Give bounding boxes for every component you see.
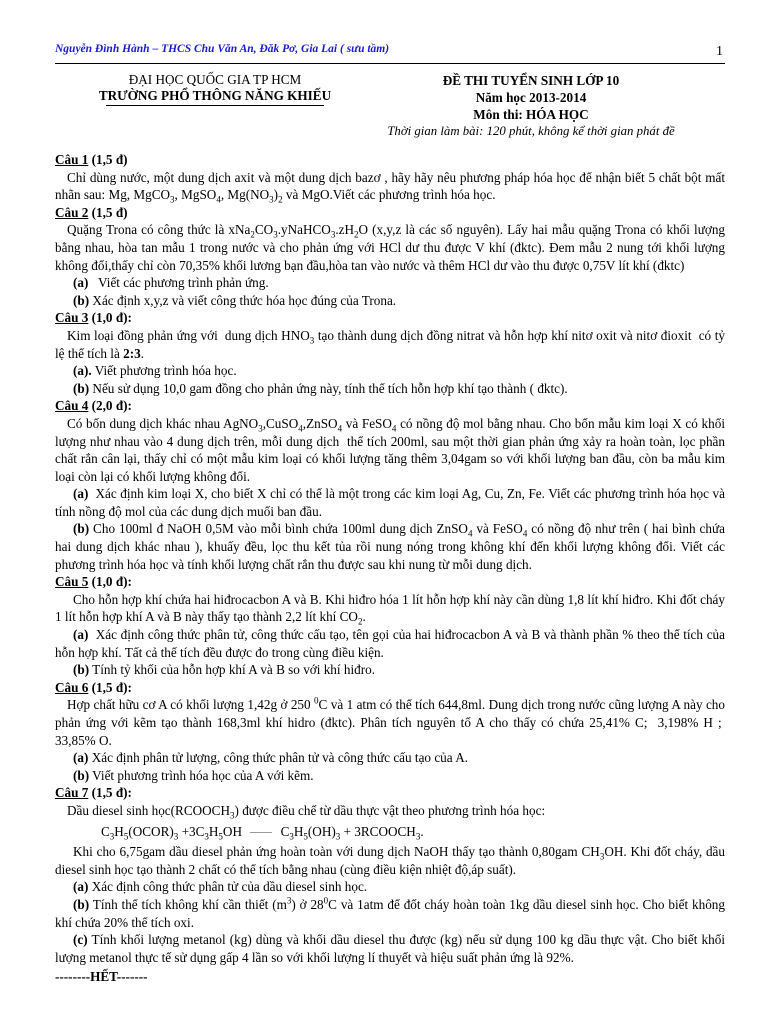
question-heading: Câu 6 (1,5 đ): [55,679,132,695]
question-text: Quặng Trona có công thức là $xNa_2CO_3.yNaHCO_3.zH_2O$ (x,y,z là các số nguyên). Lấy hai mẫu quặng Trona có khối lượng bằng nhau, hòa tan mẫu 1 trong nước và cho phản ứng với HCl dư thu được V khí (đktc). Đem mẫu 2 nung tới khối lượng không đổi,thấy chỉ còn 70,35% khối lương bạn đầu,hòa tan vào nước và thêm HCl dư vào thu được 0,75V lít khí (đktc) [55,222,726,273]
school-year: Năm học 2013-2014 [475,90,587,105]
question-text: Kim loại đồng phản ứng với dung dịch $HNO_3$ tạo thành dung dịch đồng nitrat và hỗn hợp khí nitơ oxit và nitơ đioxit có tỷ lệ thể tích là 2:3. [55,327,725,361]
question-part: (b) Tính thể tích không khí cần thiết $(m^3)$ ở $28^0C$ và 1atm để đốt cháy hoàn toàn 1kg dầu diesel sinh học. Cho biết không khí chứa 20% thể tích oxi. [55,895,725,930]
question-part: (a) Xác định phân tử lượng, công thức phân tử và công thức cấu tạo của A. [73,750,469,766]
school-name: TRƯỜNG PHỔ THÔNG NĂNG KHIẾU [98,88,332,103]
question-part: (a) Xác định công thức phân tử của dầu diesel sinh học. [73,879,368,895]
exam-title: ĐỀ THI TUYỂN SINH LỚP 10 [442,73,620,88]
school-block [55,72,375,106]
question-text: Dầu diesel $\sinh học(RCOOCH_3)$ được điều chế từ dầu thực vật theo phương trình hóa học: [67,802,546,821]
university-name: ĐẠI HỌC QUỐC GIA TP HCM [128,72,302,87]
question-heading: Câu 4 (2,0 đ): [55,398,132,414]
question-part: (b) Viết phương trình hóa học của A với kẽm. [73,767,314,783]
question-part: (a) Xác định công thức phân tử, công thức cấu tạo, tên gọi của hai hiđrocacbon A và B và thành phần % theo thể tích của hỗn hợp khí. Tất cả thể tích đều được đo trong cùng điều kiện. [55,627,725,660]
exam-body [55,151,725,986]
question-part: (c) Tính khối lượng metanol (kg) dùng và khối dầu diesel thu được (kg) nếu sử dụng 100 kg dầu thực vật. Cho biết khối lượng metanol thực tế sử dụng gấp 4 lần so với khối lượng lí thuyết và hiệu suất phản ứng là 92%. [55,932,725,965]
source-header [55,43,725,61]
question-part: (b) Xác định x,y,z và viết công thức hóa học đúng của Trona. [73,292,397,308]
exam-block [355,72,707,140]
question-heading: Câu 5 (1,0 đ): [55,574,132,590]
header-divider [55,63,725,64]
time-limit: Thời gian làm bài: 120 phút, không kể thời gian phát đề [387,124,675,138]
question-part: (a) Viết các phương trình phản ứng. [73,275,269,291]
question-part: (b) Tính tỷ khối của hỗn hợp khí A và B so với khí hiđro. [73,662,375,678]
question-heading: Câu 7 (1,5 đ): [55,785,132,801]
reaction-arrow-icon [250,832,272,833]
question-text: Cho hỗn hợp khí chứa hai hiđrocacbon A và B. Khi hiđro hóa 1 lít hỗn hợp khí này cần dùng 1,8 lít khí hiđro. Khi đốt cháy 1 lít hỗn hợp khí A và B này thấy tạo thành 2,2 lít khí $CO_2$. [55,591,725,628]
question-heading: Câu 2 (1,5 đ) [55,204,128,220]
question-part: (a). Viết phương trình hóa học. [73,363,237,379]
question-part: (b) Cho 100ml đ NaOH 0,5M vào mỗi bình chứa 100ml dung dịch ZnSO$_4$ và FeSO$_4$ có nồng độ như trên ( hai bình chứa hai dung dịch khác nhau ), khuấy đều, lọc thu kết tủa rồi nung nóng trong không khí đến khối lượng không đổi. Viết các phương trình hóa học và tính khối lượng chất rắn thu được sau khi nung từ mỗi dung dịch. [55,521,725,572]
question-text: Hợp chất hữu cơ A có khối lượng 1,42g ở 250 $^0$C và 1 atm có thể tích 644,8ml. Dung dịch trong nước cũng lượng A này cho phản ứng với kẽm tạo thành 168,3ml khí hidro (đktc). Phân tích nguyên tố A cho thấy có chứa 25,41% C; 3,198% H ; 33,85% O. [55,696,725,748]
question-text: Khi cho 6,75gam dầu diesel phản ứng hoàn toàn với dung dịch NaOH thấy tạo thành 0,80gam $CH_3OH$. Khi đốt cháy, dầu diesel sinh học tạo thành 2 chất có thể tích bằng nhau (cùng điều kiện nhiệt độ,áp suất). [55,844,725,877]
question-text: Có bốn dung dịch khác nhau AgNO$_3$,CuSO$_4$,ZnSO$_4$ và FeSO$_4$ có nồng độ mol bằng nhau. Cho bốn mẫu kim loại X có khối lượng như nhau vào 4 dung dịch trên, mỗi dung dịch thể tích 200ml, sau một thời gian phản ứng xảy ra hoàn toàn, lọc phần chất rắn cân lại, thấy chỉ có một mẫu kim loại có khối lượng tăng thêm 3,04gam so với khối lượng ban đầu, còn ba mẫu kim loại còn lại có khối lượng không đổi. [55,415,725,484]
question-part: (b) Nếu sử dụng 10,0 gam đồng cho phản ứng này, tính thể tích hỗn hợp khí tạo thành ( đktc). [73,380,568,396]
question-heading: Câu 1 (1,5 đ) [55,152,128,167]
question-text: Chỉ dùng nước, một dung dịch axit và một dung dịch bazơ , hãy hãy nêu phương pháp hóa học để nhận biết 5 chất bột mất nhãn sau: Mg, MgCO$_3$, MgSO$_4$, $Mg(NO_3)_2$ và MgO.Viết các phương trình hóa học. [55,169,725,205]
page-number: 1 [716,44,723,59]
question-heading: Câu 3 (1,0 đ): [55,310,132,326]
question-part: (a) Xác định kim loại X, cho biết X chỉ có thể là một trong các kim loại Ag, Cu, Zn, Fe. Viết các phương trình hóa học và tính nồng độ mol của các dung dịch muối ban đầu. [55,486,725,519]
chemical-equation: $C_3H_5(OCOR)_3 +3C_3H_5OH$ $C_3H_5(OH)_3$ + $3RCOOCH_3$. [101,823,424,842]
source-line: Nguyễn Đình Hành – THCS Chu Văn An, Đăk Pơ, Gia Lai ( sưu tầm) [55,43,390,55]
subject: Môn thi: HÓA HỌC [473,107,589,122]
end-marker: --------HẾT------- [55,969,148,985]
school-underline [106,105,324,106]
